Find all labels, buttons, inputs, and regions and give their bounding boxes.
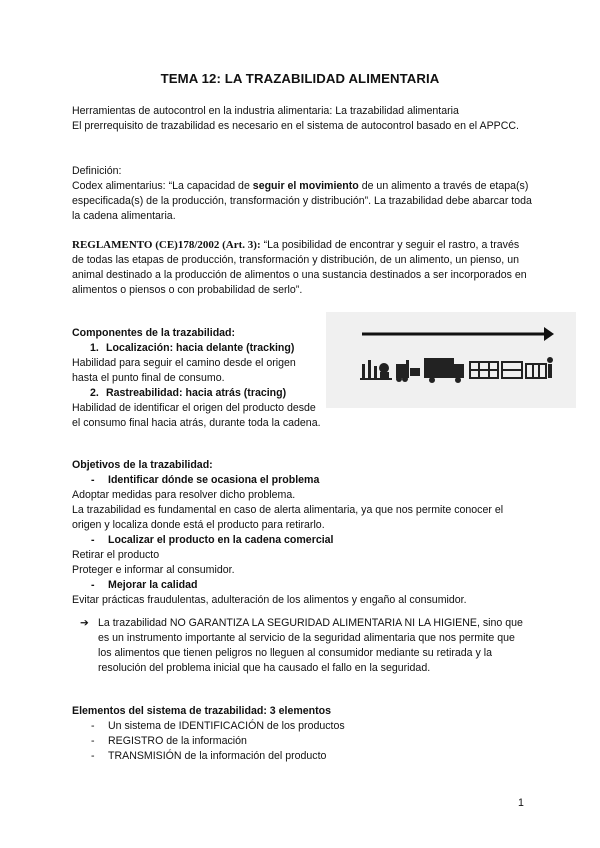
objetivo-2-line-1: Retirar el producto <box>72 549 160 561</box>
reglamento-title: REGLAMENTO (CE)178/2002 (Art. 3): <box>72 239 261 251</box>
consumer-icon <box>526 357 553 378</box>
objetivo-1-title: - Identificar dónde se ocasiona el problema <box>91 474 320 486</box>
intro-paragraph <box>72 104 532 134</box>
supply-chain-graphic <box>326 312 576 408</box>
definicion-block <box>72 164 532 224</box>
componente-1-desc: Habilidad para seguir el camino desde el origen hasta el punto final de consumo. <box>72 357 296 384</box>
componente-2-desc: Habilidad de identificar el origen del producto desde el consumo final hacia atrás, durante toda la cadena. <box>72 402 321 429</box>
forklift-icon <box>396 360 420 382</box>
page-title: TEMA 12: LA TRAZABILIDAD ALIMENTARIA <box>160 71 440 86</box>
codex-definition: Codex alimentarius: “La capacidad de seguir el movimiento de un alimento a través de etapa(s) especificada(s) de la producción, transformación y distribución”. La trazabilidad debe abarcar toda la cadena alimentaria. <box>72 180 532 222</box>
reglamento-text: “La posibilidad de encontrar y seguir el rastro, a través de todas las etapas de producción, transformación y distribución, de un alimento, un pienso, un animal destinado a la producción de alimentos o una sustancia destinados a ser incorporados en alimentos o piensos o con probabilidad de serlo”. <box>72 239 527 296</box>
truck-icon <box>424 358 464 383</box>
objetivo-2-line-2: Proteger e informar al consumidor. <box>72 564 235 576</box>
direction-arrow-head <box>544 327 554 341</box>
nota-text: La trazabilidad NO GARANTIZA LA SEGURIDAD ALIMENTARIA NI LA HIGIENE, sino que es un instrumento importante al servicio de la seguridad alimentaria que nos permite que los alimentos que tienen peligros no lleguen al consumidor mediante su retirada y la resolución del problema inicial que ha causado el fallo en la seguridad. <box>98 617 523 674</box>
arrow-bullet-icon: ➔ <box>80 617 89 629</box>
componentes-heading: Componentes de la trazabilidad: <box>72 327 236 339</box>
warehouse-icon <box>470 362 498 378</box>
definicion-label: Definición: <box>72 165 122 177</box>
elementos-heading: Elementos del sistema de trazabilidad: 3 elementos <box>72 705 332 717</box>
objetivo-1-line-2: La trazabilidad es fundamental en caso de alerta alimentaria, ya que nos permite conocer el origen y localiza donde está el producto para retirarlo. <box>72 504 504 531</box>
elementos-section <box>72 704 532 764</box>
codex-emphasis: seguir el movimiento <box>252 180 359 192</box>
reglamento-paragraph <box>72 238 532 298</box>
objetivo-3-title: - Mejorar la calidad <box>91 579 198 591</box>
objetivos-heading: Objetivos de la trazabilidad: <box>72 459 213 471</box>
elemento-item: - Un sistema de IDENTIFICACIÓN de los productos <box>91 720 345 732</box>
componente-2-title: 2. Rastreabilidad: hacia atrás (tracing) <box>90 387 287 399</box>
supply-chain-illustration <box>326 312 576 408</box>
componentes-section <box>72 326 322 431</box>
objetivo-1-line-1: Adoptar medidas para resolver dicho problema. <box>72 489 296 501</box>
nota-block <box>80 616 528 676</box>
objetivo-3-line-1: Evitar prácticas fraudulentas, adulteración de los alimentos y engaño al consumidor. <box>72 594 467 606</box>
objetivo-2-title: - Localizar el producto en la cadena comercial <box>91 534 334 546</box>
page-number: 1 <box>518 797 524 809</box>
elemento-item: - REGISTRO de la información <box>91 735 247 747</box>
componente-1-title: 1. Localización: hacia delante (tracking) <box>90 342 295 354</box>
intro-line-2: El prerrequisito de trazabilidad es necesario en el sistema de autocontrol basado en el APPCC. <box>72 120 519 132</box>
farm-icon <box>360 360 392 380</box>
intro-line-1: Herramientas de autocontrol en la industria alimentaria: La trazabilidad alimentaria <box>72 105 459 117</box>
shop-icon <box>502 362 522 378</box>
objetivos-section <box>72 458 532 608</box>
elemento-item: - TRANSMISIÓN de la información del producto <box>91 750 327 762</box>
